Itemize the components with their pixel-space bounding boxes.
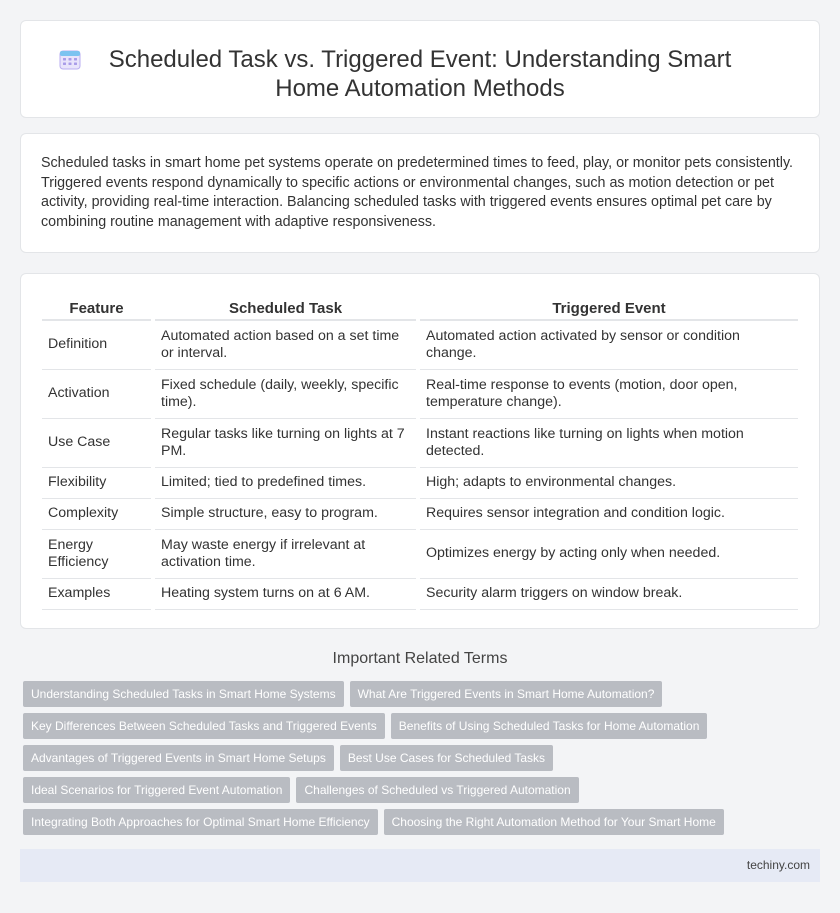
scheduled-cell: Automated action based on a set time or interval. bbox=[153, 320, 418, 369]
related-term-link[interactable]: Understanding Scheduled Tasks in Smart Home Systems bbox=[23, 681, 344, 707]
title-card bbox=[20, 20, 820, 118]
footer-site-name: techiny.com bbox=[746, 858, 810, 872]
triggered-cell: Automated action activated by sensor or condition change. bbox=[418, 320, 798, 369]
feature-cell: Complexity bbox=[42, 498, 153, 529]
table-row bbox=[42, 418, 798, 467]
scheduled-cell: Limited; tied to predefined times. bbox=[153, 467, 418, 498]
page-title: Scheduled Task vs. Triggered Event: Understanding Smart Home Automation Methods bbox=[108, 46, 732, 102]
triggered-cell: Real-time response to events (motion, door open, temperature change). bbox=[418, 369, 798, 418]
triggered-cell: Security alarm triggers on window break. bbox=[418, 578, 798, 609]
feature-cell: Energy Efficiency bbox=[42, 529, 153, 578]
tag-row bbox=[23, 681, 817, 707]
related-term-link[interactable]: Choosing the Right Automation Method for Your Smart Home bbox=[384, 809, 724, 835]
feature-cell: Use Case bbox=[42, 418, 153, 467]
feature-cell: Flexibility bbox=[42, 467, 153, 498]
intro-paragraph: Scheduled tasks in smart home pet systems operate on predetermined times to feed, play, or monitor pets consistently. Triggered events respond dynamically to specific actions or environmental changes, such as motion detection or pet activity, providing real-time interaction. Balancing scheduled tasks with triggered events ensures optimal pet care by combining routine management with adaptive responsiveness. bbox=[41, 155, 794, 230]
scheduled-cell: May waste energy if irrelevant at activation time. bbox=[153, 529, 418, 578]
intro-card bbox=[20, 133, 820, 253]
related-term-link[interactable]: What Are Triggered Events in Smart Home Automation? bbox=[350, 681, 663, 707]
feature-cell: Activation bbox=[42, 369, 153, 418]
scheduled-cell: Fixed schedule (daily, weekly, specific time). bbox=[153, 369, 418, 418]
header-feature: Feature bbox=[42, 296, 153, 320]
table-row bbox=[42, 578, 798, 609]
feature-cell: Definition bbox=[42, 320, 153, 369]
related-term-link[interactable]: Challenges of Scheduled vs Triggered Automation bbox=[296, 777, 578, 803]
comparison-table bbox=[42, 296, 798, 610]
tag-row bbox=[23, 745, 817, 771]
header-scheduled-task: Scheduled Task bbox=[153, 296, 418, 320]
scheduled-cell: Regular tasks like turning on lights at 7 PM. bbox=[153, 418, 418, 467]
table-row bbox=[42, 369, 798, 418]
related-term-link[interactable]: Best Use Cases for Scheduled Tasks bbox=[340, 745, 553, 771]
related-term-link[interactable]: Integrating Both Approaches for Optimal Smart Home Efficiency bbox=[23, 809, 378, 835]
table-row bbox=[42, 529, 798, 578]
triggered-cell: High; adapts to environmental changes. bbox=[418, 467, 798, 498]
related-term-link[interactable]: Advantages of Triggered Events in Smart Home Setups bbox=[23, 745, 334, 771]
table-row bbox=[42, 320, 798, 369]
table-row bbox=[42, 467, 798, 498]
tag-row bbox=[23, 777, 817, 803]
scheduled-cell: Simple structure, easy to program. bbox=[153, 498, 418, 529]
related-term-link[interactable]: Ideal Scenarios for Triggered Event Automation bbox=[23, 777, 290, 803]
comparison-card bbox=[20, 273, 820, 629]
scheduled-cell: Heating system turns on at 6 AM. bbox=[153, 578, 418, 609]
related-terms-list bbox=[23, 681, 817, 841]
tag-row bbox=[23, 809, 817, 835]
triggered-cell: Optimizes energy by acting only when needed. bbox=[418, 529, 798, 578]
feature-cell: Examples bbox=[42, 578, 153, 609]
triggered-cell: Requires sensor integration and condition logic. bbox=[418, 498, 798, 529]
triggered-cell: Instant reactions like turning on lights when motion detected. bbox=[418, 418, 798, 467]
table-header-row bbox=[42, 296, 798, 320]
related-terms-heading: Important Related Terms bbox=[332, 650, 508, 667]
footer bbox=[20, 849, 820, 882]
related-term-link[interactable]: Benefits of Using Scheduled Tasks for Home Automation bbox=[391, 713, 708, 739]
tag-row bbox=[23, 713, 817, 739]
related-term-link[interactable]: Key Differences Between Scheduled Tasks and Triggered Events bbox=[23, 713, 385, 739]
header-triggered-event: Triggered Event bbox=[418, 296, 798, 320]
table-row bbox=[42, 498, 798, 529]
